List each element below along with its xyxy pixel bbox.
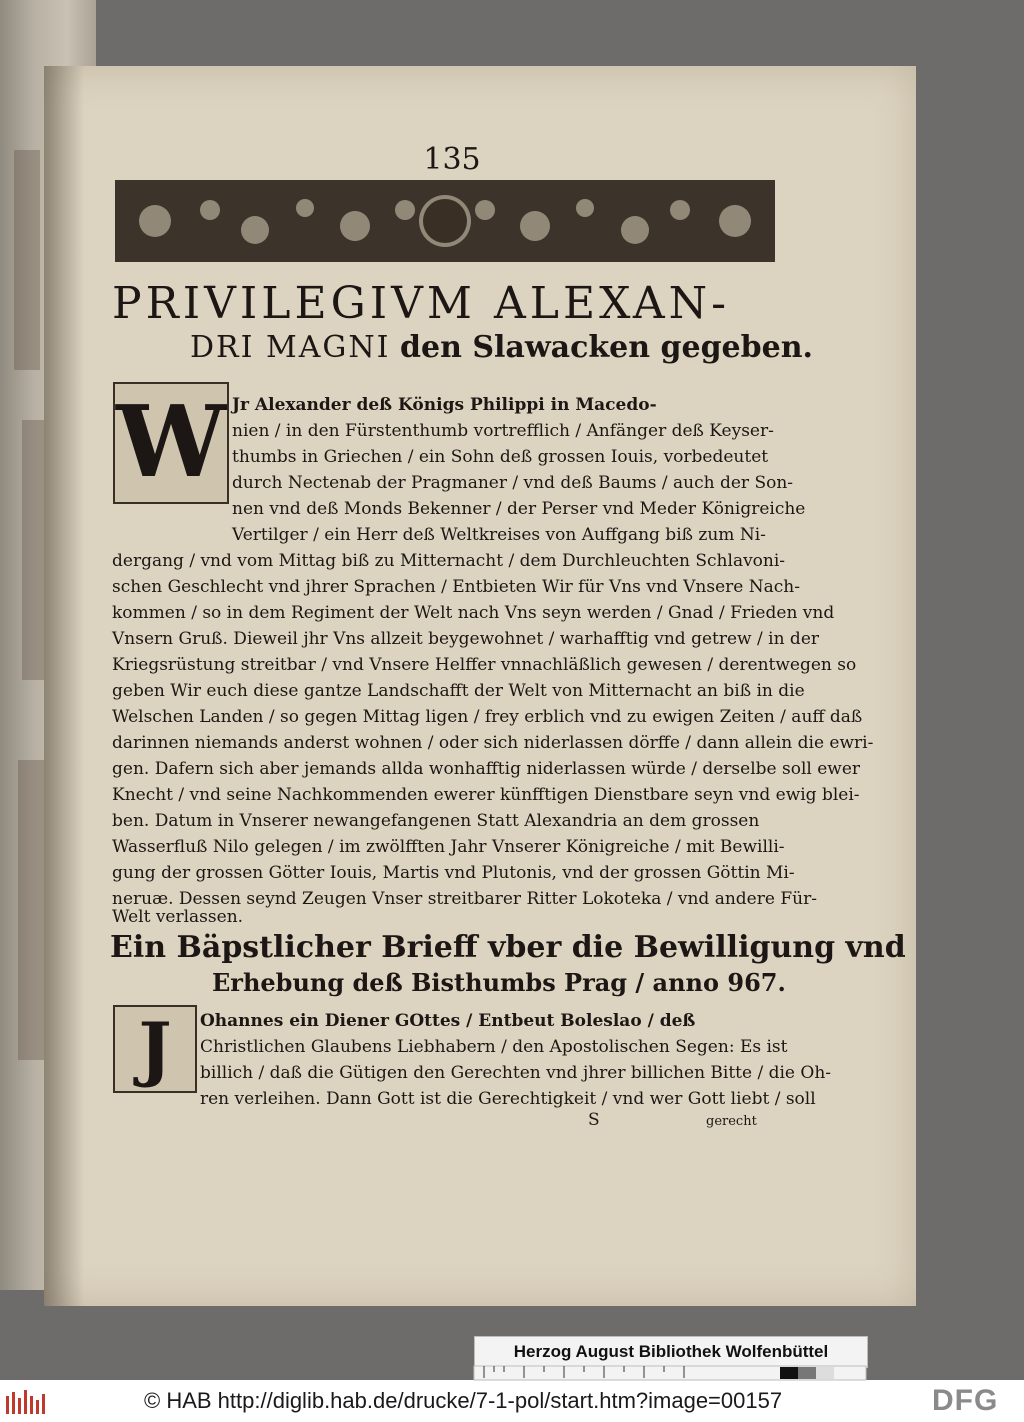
text-line: ren verleihen. Dann Gott ist die Gerechtigkeit / vnd wer Gott liebt / soll xyxy=(200,1089,816,1109)
ruler-scale xyxy=(474,1366,866,1380)
catchword: gerecht xyxy=(706,1114,757,1129)
text-line: kommen / so in dem Regiment der Welt nach Vns seyn werden / Gnad / Frieden vnd xyxy=(112,603,835,623)
page-title: PRIVILEGIVM ALEXAN- xyxy=(112,278,730,329)
decorated-initial-2: J xyxy=(113,1005,197,1093)
text-line: Vertilger / ein Herr deß Weltkreises von Auffgang biß zum Ni- xyxy=(232,525,766,545)
text-line: thumbs in Griechen / ein Sohn deß grossen Iouis, vorbedeutet xyxy=(232,447,769,467)
text-line: neruæ. Dessen seynd Zeugen Vnser streitbarer Ritter Lokoteka / vnd andere Für- xyxy=(112,889,817,909)
text-line-last: Welt verlassen. xyxy=(112,907,244,927)
subtitle-roman: DRI MAGNI xyxy=(190,330,391,365)
text-line: ben. Datum in Vnserer newangefangenen Statt Alexandria an dem grossen xyxy=(112,811,760,831)
text-line: Knecht / vnd seine Nachkommenden ewerer künfftigen Dienstbare seyn vnd ewig blei- xyxy=(112,785,860,805)
section-heading-continued: Erhebung deß Bisthumbs Prag / anno 967. xyxy=(212,968,786,997)
text-line: dergang / vnd vom Mittag biß zu Mitternacht / dem Durchleuchten Schlavoni- xyxy=(112,551,786,571)
subtitle-blackletter: den Slawacken gegeben. xyxy=(400,330,813,365)
headpiece-face-medallion xyxy=(423,199,467,243)
text-line: billich / daß die Gütigen den Gerechten vnd jhrer billichen Bitte / die Oh- xyxy=(200,1063,832,1083)
text-line: darinnen niemands anderst wohnen / oder sich niderlassen dörffe / dann allein die ewri- xyxy=(112,733,874,753)
decorated-initial: W xyxy=(113,382,229,504)
text-line: gung der grossen Götter Iouis, Martis vnd Plutonis, vnd der grossen Göttin Mi- xyxy=(112,863,795,883)
signature-mark: S xyxy=(588,1110,600,1130)
text-line: Vnsern Gruß. Dieweil jhr Vns allzeit beygewohnet / warhafftig vnd getrew / in der xyxy=(112,629,820,649)
text-line: geben Wir euch diese gantze Landschafft der Welt von Mitternacht an biß in die xyxy=(112,681,805,701)
text-line: nien / in den Fürstenthumb vortrefflich / Anfänger deß Keyser- xyxy=(232,421,774,441)
page-number: 135 xyxy=(423,142,481,177)
footer-library-logo xyxy=(4,1388,48,1416)
section-heading: Ein Bäpstlicher Brieff vber die Bewilligung vnd xyxy=(110,930,906,965)
institution-label: Herzog August Bibliothek Wolfenbüttel xyxy=(474,1336,868,1368)
footer-copyright-link[interactable]: © HAB http://diglib.hab.de/drucke/7-1-pol/start.htm?image=00157 xyxy=(144,1388,783,1413)
page-subtitle xyxy=(190,330,813,365)
text-line: Christlichen Glaubens Liebhabern / den Apostolischen Segen: Es ist xyxy=(200,1037,788,1057)
text-line: Kriegsrüstung streitbar / vnd Vnsere Helffer vnnachläßlich gewesen / derentwegen so xyxy=(112,655,857,675)
ornamental-headpiece xyxy=(115,180,775,262)
text-line: nen vnd deß Monds Bekenner / der Perser vnd Meder Königreiche xyxy=(232,499,806,519)
text-line: Wasserfluß Nilo gelegen / im zwölfften Jahr Vnserer Königreiche / mit Bewilli- xyxy=(112,837,785,857)
text-line: Jr Alexander deß Königs Philippi in Macedo- xyxy=(232,395,657,415)
dfg-logo: DFG xyxy=(932,1384,999,1417)
page-gutter-shadow xyxy=(44,66,84,1306)
text-line: schen Geschlecht vnd jhrer Sprachen / Entbieten Wir für Vns vnd Vnsere Nach- xyxy=(112,577,800,597)
text-line: Welschen Landen / so gegen Mittag ligen / frey erblich vnd zu ewigen Zeiten / auff daß xyxy=(112,707,863,727)
text-line: gen. Dafern sich aber jemands allda wonhafftig niderlassen würde / derselbe soll ewer xyxy=(112,759,861,779)
text-line: durch Nectenab der Pragmaner / vnd deß Baums / auch der Son- xyxy=(232,473,794,493)
text-line: Ohannes ein Diener GOttes / Entbeut Boleslao / deß xyxy=(200,1011,696,1031)
